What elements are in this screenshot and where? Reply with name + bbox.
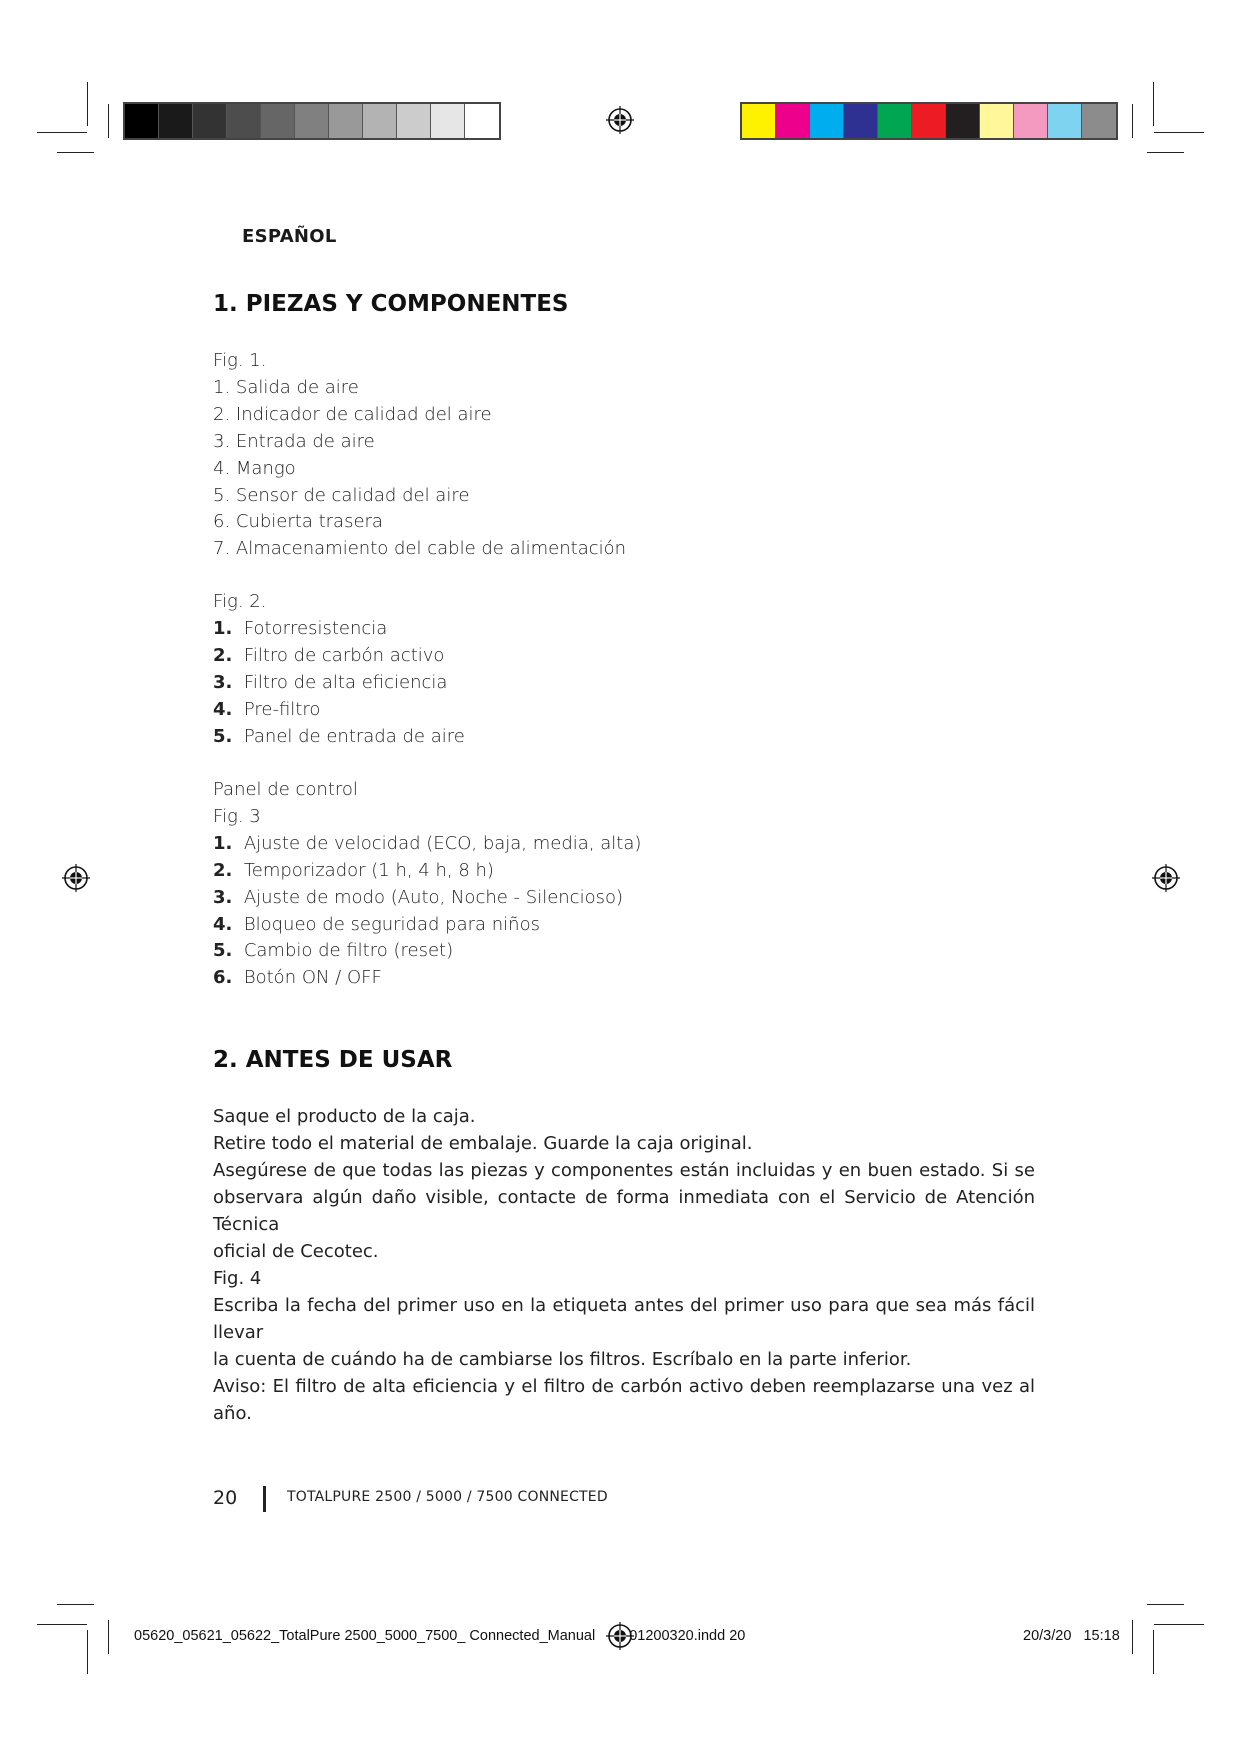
list-item: 1. Fotorresistencia xyxy=(213,617,388,639)
list-item: 2. Filtro de carbón activo xyxy=(213,644,445,666)
slug-file-suffix: 01200320.indd 20 xyxy=(629,1628,746,1644)
color-swatch xyxy=(431,104,465,138)
color-swatch xyxy=(295,104,329,138)
text-line: Retire todo el material de embalaje. Guarde la caja original. xyxy=(213,1132,753,1154)
list-item: 6. Cubierta trasera xyxy=(213,511,383,533)
color-swatch xyxy=(363,104,397,138)
slug-time: 15:18 xyxy=(1083,1628,1120,1644)
list-item: 3. Entrada de aire xyxy=(213,430,375,452)
paragraph-fig4 xyxy=(213,1266,1035,1427)
list-item: 5. Panel de entrada de aire xyxy=(213,725,465,747)
language-label: ESPAÑOL xyxy=(242,226,337,247)
page-number: 20 xyxy=(213,1487,238,1509)
fig2-list xyxy=(213,589,465,750)
registration-mark-icon xyxy=(1152,864,1180,892)
color-swatch xyxy=(1082,104,1116,138)
section-title-antes: 2. ANTES DE USAR xyxy=(213,1047,453,1073)
color-swatch xyxy=(227,104,261,138)
paragraph-unpack xyxy=(213,1104,1035,1265)
crop-mark xyxy=(1153,1630,1154,1674)
list-item: 4. Pre-filtro xyxy=(213,698,321,720)
slug-date: 20/3/20 xyxy=(1023,1628,1072,1644)
crop-mark xyxy=(87,1630,88,1674)
color-swatch xyxy=(912,104,946,138)
grayscale-color-bar xyxy=(123,102,501,140)
list-item: 7. Almacenamiento del cable de alimentación xyxy=(213,538,627,560)
section-title-piezas: 1. PIEZAS Y COMPONENTES xyxy=(213,291,569,317)
crop-mark xyxy=(57,1604,94,1605)
color-swatch xyxy=(397,104,431,138)
print-slug xyxy=(134,1628,745,1644)
list-item: 3. Ajuste de modo (Auto, Noche - Silencioso) xyxy=(213,886,623,908)
registration-mark-icon xyxy=(62,864,90,892)
text-line: Escriba la fecha del primer uso en la etiqueta antes del primer uso para que sea más fácil llevar xyxy=(213,1294,1035,1343)
text-line: Saque el producto de la caja. xyxy=(213,1106,476,1127)
color-swatch xyxy=(878,104,912,138)
color-swatch xyxy=(810,104,844,138)
list-item: 5. Cambio de filtro (reset) xyxy=(213,940,454,962)
crop-mark xyxy=(1154,1624,1204,1625)
color-swatch xyxy=(125,104,159,138)
crop-mark xyxy=(37,1624,87,1625)
crop-mark xyxy=(1147,152,1184,153)
fig4-label: Fig. 4 xyxy=(213,1268,262,1289)
crop-mark xyxy=(1154,132,1204,133)
text-line: oficial de Cecotec. xyxy=(213,1240,379,1262)
text-line: Aviso: El filtro de alta eficiencia y el filtro de carbón activo deben reemplazarse una vez al año. xyxy=(213,1375,1035,1424)
crop-mark xyxy=(37,132,87,133)
list-item: 3. Filtro de alta eficiencia xyxy=(213,671,448,693)
crop-mark xyxy=(87,82,88,126)
registration-mark-icon xyxy=(606,106,634,134)
list-item: 6. Botón ON / OFF xyxy=(213,967,382,989)
crop-mark xyxy=(1147,1604,1184,1605)
list-item: 1. Ajuste de velocidad (ECO, baja, media, alta) xyxy=(213,832,642,854)
fig1-list xyxy=(213,348,626,563)
color-swatch xyxy=(159,104,193,138)
print-slug-datetime xyxy=(1023,1628,1120,1644)
footer-divider xyxy=(263,1486,266,1512)
color-swatch xyxy=(1014,104,1048,138)
list-item: 5. Sensor de calidad del aire xyxy=(213,484,470,506)
control-panel-label: Panel de control xyxy=(213,779,358,800)
text-line: Asegúrese de que todas las piezas y componentes están incluidas y en buen estado. Si se xyxy=(213,1159,1035,1181)
fig1-label: Fig. 1. xyxy=(213,350,267,371)
color-swatch xyxy=(946,104,980,138)
color-swatch xyxy=(1048,104,1082,138)
slug-file-name: 05620_05621_05622_TotalPure 2500_5000_7500_ Connected_Manual xyxy=(134,1628,596,1644)
crop-mark xyxy=(1153,82,1154,126)
control-panel-list xyxy=(213,777,641,992)
fig2-label: Fig. 2. xyxy=(213,591,267,612)
list-item: 1. Salida de aire xyxy=(213,376,359,398)
text-line: observara algún daño visible, contacte de forma inmediata con el Servicio de Atención Técnica xyxy=(213,1186,1035,1235)
color-swatch xyxy=(844,104,878,138)
crop-mark xyxy=(1132,104,1133,138)
list-item: 2. Indicador de calidad del aire xyxy=(213,403,492,425)
color-swatch xyxy=(742,104,776,138)
list-item: 4. Bloqueo de seguridad para niños xyxy=(213,913,540,935)
fig3-label: Fig. 3 xyxy=(213,805,261,827)
process-color-bar xyxy=(740,102,1118,140)
crop-mark xyxy=(108,104,109,138)
color-swatch xyxy=(193,104,227,138)
color-swatch xyxy=(329,104,363,138)
text-line: la cuenta de cuándo ha de cambiarse los filtros. Escríbalo en la parte inferior. xyxy=(213,1348,912,1370)
crop-mark xyxy=(108,1620,109,1654)
list-item: 4. Mango xyxy=(213,457,296,479)
color-swatch xyxy=(980,104,1014,138)
crop-mark xyxy=(57,152,94,153)
list-item: 2. Temporizador (1 h, 4 h, 8 h) xyxy=(213,859,494,881)
footer-model-name: TOTALPURE 2500 / 5000 / 7500 CONNECTED xyxy=(287,1489,608,1505)
crop-mark xyxy=(1132,1620,1133,1654)
color-swatch xyxy=(776,104,810,138)
color-swatch xyxy=(261,104,295,138)
registration-mark-icon xyxy=(606,1622,634,1650)
color-swatch xyxy=(465,104,499,138)
